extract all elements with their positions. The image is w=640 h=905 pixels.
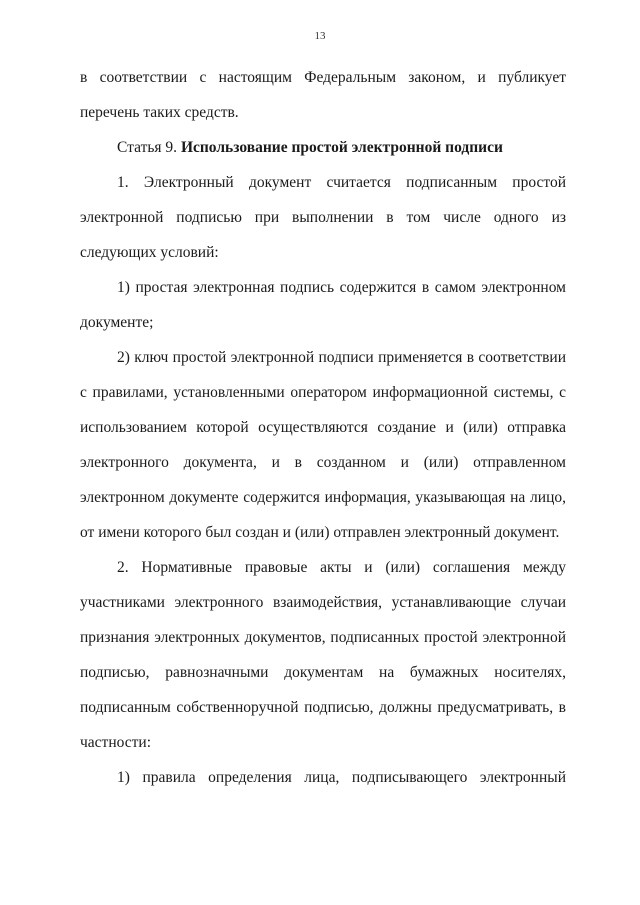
paragraph-clause-1: 1. Электронный документ считается подписанным простой электронной подписью при выполнении в том числе одного из следующих условий: xyxy=(80,174,566,261)
paragraph-subclause-1-1: 1) простая электронная подпись содержится в самом электронном документе; xyxy=(80,279,566,331)
paragraph-subclause-1-2: 2) ключ простой электронной подписи применяется в соответствии с правилами, установленными оператором информационной системы, с использованием которой осуществляются создание и (или) отправка электронного документа, и в созданном и (или) отправленном электронном документе содержится информация, указывающая на лицо, от имени которого был создан и (или) отправлен электронный документ. xyxy=(80,349,566,541)
paragraph-continuation: в соответствии с настоящим Федеральным законом, и публикует перечень таких средств. xyxy=(80,69,566,121)
document-body xyxy=(80,60,566,795)
article-title: Использование простой электронной подписи xyxy=(180,139,503,156)
paragraph-subclause-2-1: 1) правила определения лица, подписывающего электронный xyxy=(117,769,566,786)
article-number: Статья 9. xyxy=(117,139,178,156)
page-number: 13 xyxy=(314,30,326,42)
article-heading xyxy=(80,130,566,165)
paragraph-clause-2: 2. Нормативные правовые акты и (или) соглашения между участниками электронного взаимодействия, устанавливающие случаи признания электронных документов, подписанных простой электронной подписью, равнозначными документам на бумажных носителях, подписанным собственноручной подписью, должны предусматривать, в частности: xyxy=(80,559,566,751)
